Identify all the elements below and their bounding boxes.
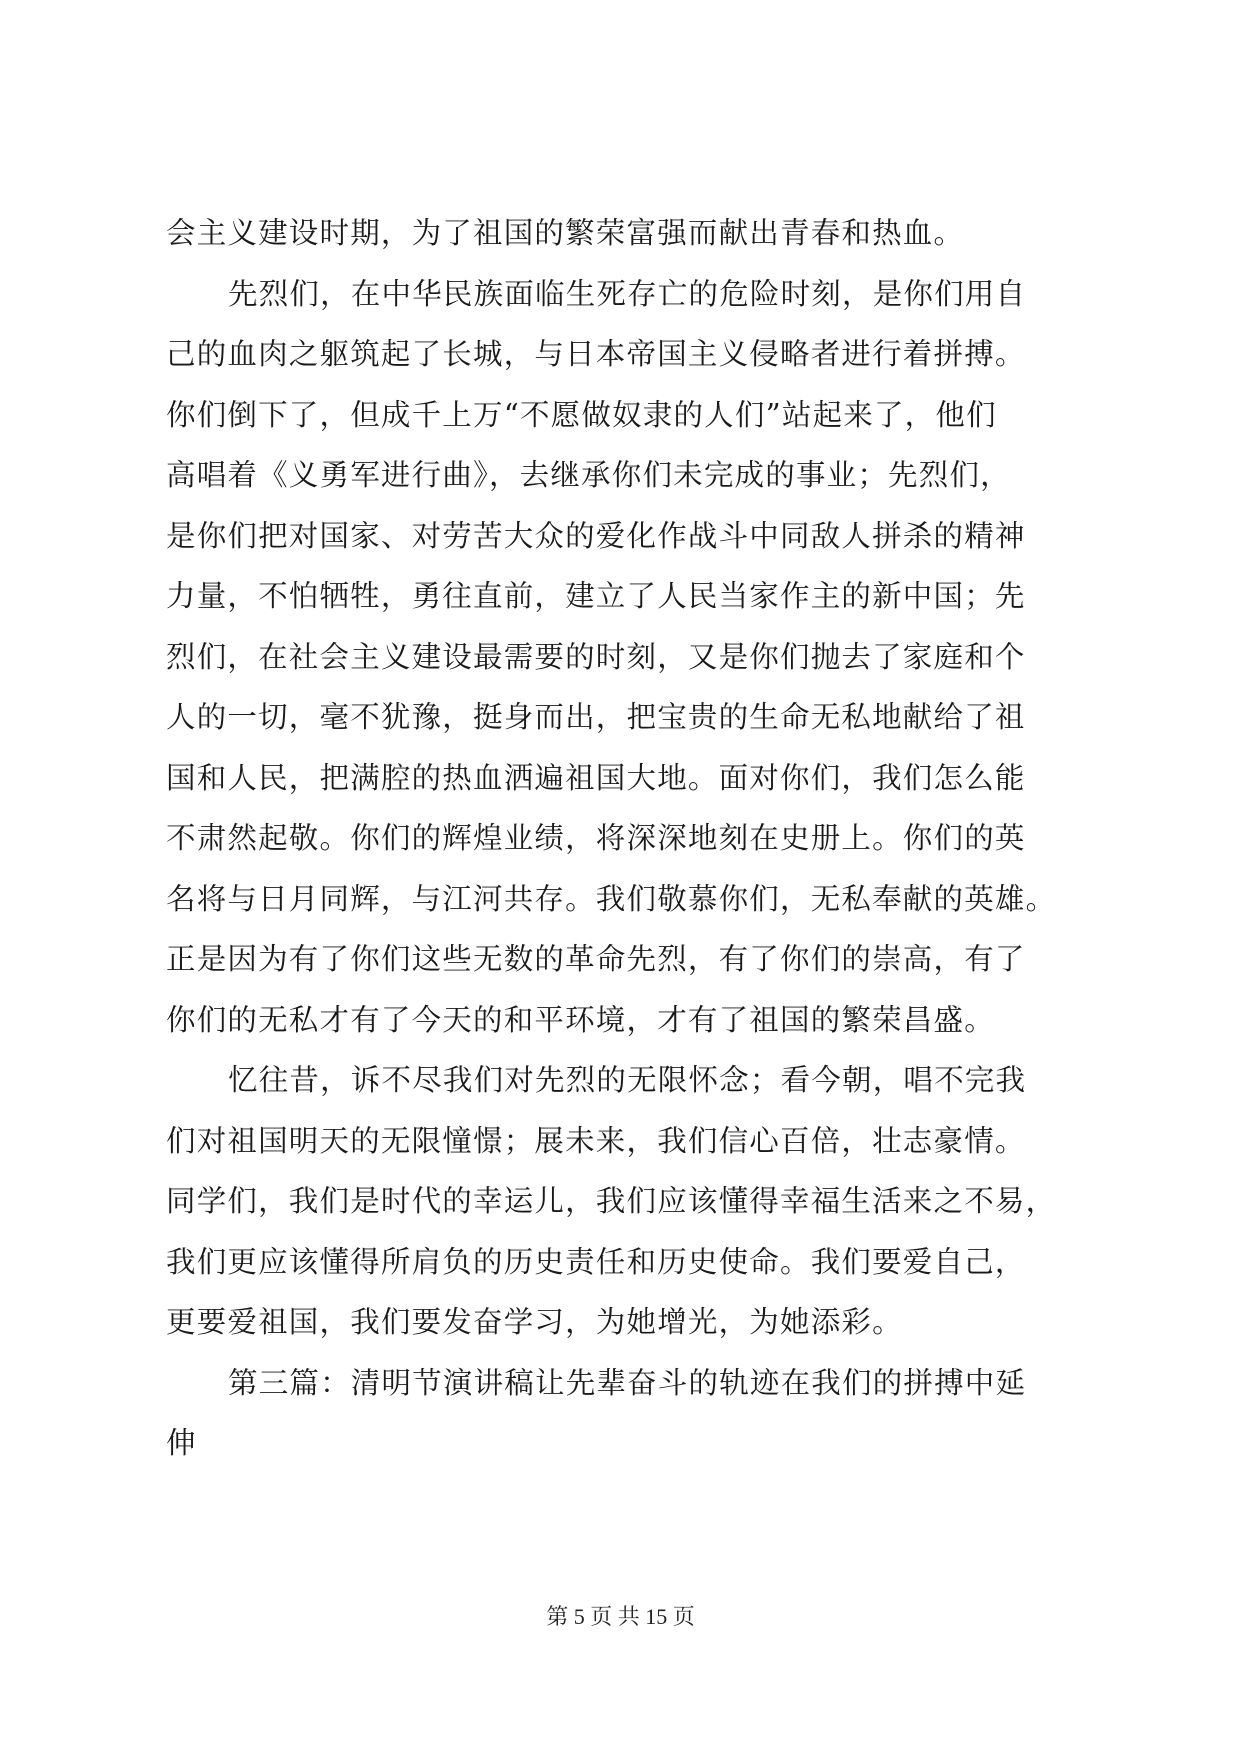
text-line: 名将与日月同辉，与江河共存。我们敬慕你们，无私奉献的英雄。	[166, 881, 1057, 916]
text-line: 高唱着《义勇军进行曲》，去继承你们未完成的事业；先烈们，	[166, 458, 1011, 492]
text-line: 第三篇：清明节演讲稿让先辈奋斗的轨迹在我们的拼搏中延	[228, 1365, 1027, 1400]
text-line: 会主义建设时期，为了祖国的繁荣富强而献出青春和热血。	[166, 216, 965, 250]
text-line: 伸	[166, 1426, 197, 1460]
text-line: 正是因为有了你们这些无数的革命先烈，有了你们的崇高，有了	[166, 942, 1026, 976]
text-line: 同学们，我们是时代的幸运儿，我们应该懂得幸福生活来之不易，	[166, 1184, 1057, 1218]
text-line: 你们倒下了，但成千上万“不愿做奴隶的人们”站起来了，他们	[166, 397, 997, 432]
text-line: 力量，不怕牺牲，勇往直前，建立了人民当家作主的新中国；先	[166, 579, 1026, 613]
text-line: 己的血肉之躯筑起了长城，与日本帝国主义侵略者进行着拼搏。	[166, 337, 1026, 371]
text-line: 国和人民，把满腔的热血洒遍祖国大地。面对你们，我们怎么能	[166, 760, 1026, 795]
document-body	[166, 203, 1076, 1474]
text-line: 先烈们，在中华民族面临生死存亡的危险时刻，是你们用自	[228, 276, 1027, 311]
text-line: 不肃然起敬。你们的辉煌业绩，将深深地刻在史册上。你们的英	[166, 821, 1026, 855]
text-line: 烈们，在社会主义建设最需要的时刻，又是你们抛去了家庭和个	[166, 639, 1026, 674]
text-line: 你们的无私才有了今天的和平环境，才有了祖国的繁荣昌盛。	[166, 1002, 995, 1037]
text-line: 忆往昔，诉不尽我们对先烈的无限怀念；看今朝，唱不完我	[228, 1063, 1027, 1097]
text-line: 是你们把对国家、对劳苦大众的爱化作战斗中同敌人拼杀的精神	[166, 518, 1026, 553]
text-line: 人的一切，毫不犹豫，挺身而出，把宝贵的生命无私地献给了祖	[166, 700, 1026, 734]
text-line: 更要爱祖国，我们要发奋学习，为她增光，为她添彩。	[166, 1305, 903, 1339]
page-footer: 第 5 页 共 15 页	[546, 1604, 695, 1629]
text-line: 我们更应该懂得所肩负的历史责任和历史使命。我们要爱自己，	[166, 1244, 1026, 1279]
text-line: 们对祖国明天的无限憧憬；展未来，我们信心百倍，壮志豪情。	[166, 1123, 1026, 1158]
